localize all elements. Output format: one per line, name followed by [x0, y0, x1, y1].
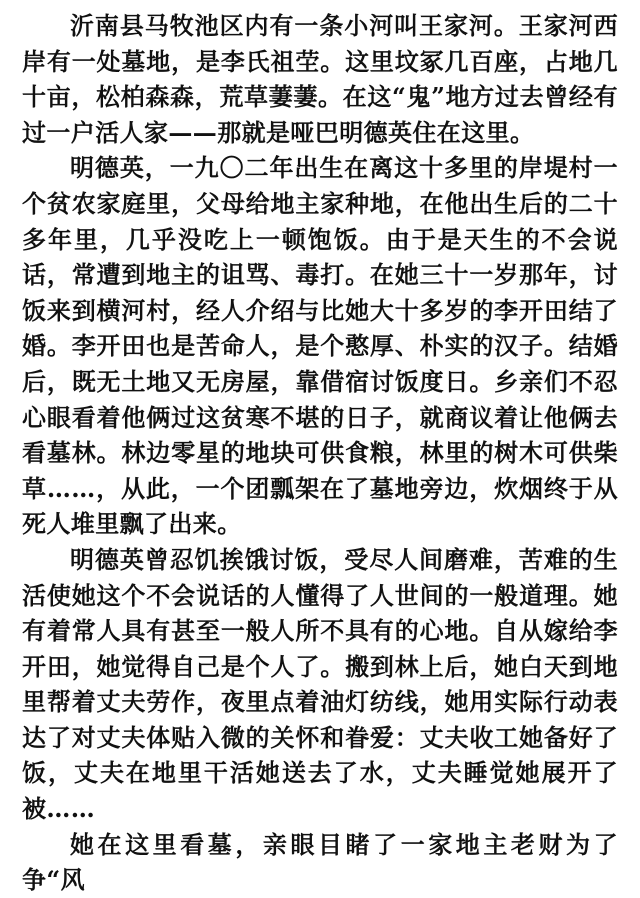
- paragraph-1: 沂南县马牧池区内有一条小河叫王家河。王家河西岸有一处墓地，是李氏祖茔。这里坟冢几百座，占地几十亩，松柏森森，荒草萋萋。在这“鬼”地方过去曾经有过一户活人家——那就是哑巴明德英住在这里。: [22, 11, 618, 147]
- paragraph-3: 明德英曾忍饥挨饿讨饭，受尽人间磨难，苦难的生活使她这个不会说话的人懂得了人世间的一般道理。她有着常人具有甚至一般人所不具有的心地。自从嫁给李开田，她觉得自己是个人了。搬到林上后，她白天到地里帮着丈夫劳作，夜里点着油灯纺线，她用实际行动表达了对丈夫体贴入微的关怀和眷爱：丈夫收工她备好了饭，丈夫在地里干活她送去了水，丈夫睡觉她展开了被……: [22, 544, 618, 824]
- paragraph-2: 明德英，一九〇二年出生在离这十多里的岸堤村一个贫农家庭里，父母给地主家种地，在他出生后的二十多年里，几乎没吃上一顿饱饭。由于是天生的不会说话，常遭到地主的诅骂、毒打。在她三十一岁那年，讨饭来到横河村，经人介绍与比她大十多岁的李开田结了婚。李开田也是苦命人，是个憨厚、朴实的汉子。结婚后，既无土地又无房屋，靠借宿讨饭度日。乡亲们不忍心眼看着他俩过这贫寒不堪的日子，就商议着让他俩去看墓林。林边零星的地块可供食粮，林里的树木可供柴草……，从此，一个团瓢架在了墓地旁边，炊烟终于从死人堆里飘了出来。: [22, 153, 618, 539]
- paragraph-4: 她在这里看墓，亲眼目睹了一家地主老财为了争“风: [22, 829, 618, 895]
